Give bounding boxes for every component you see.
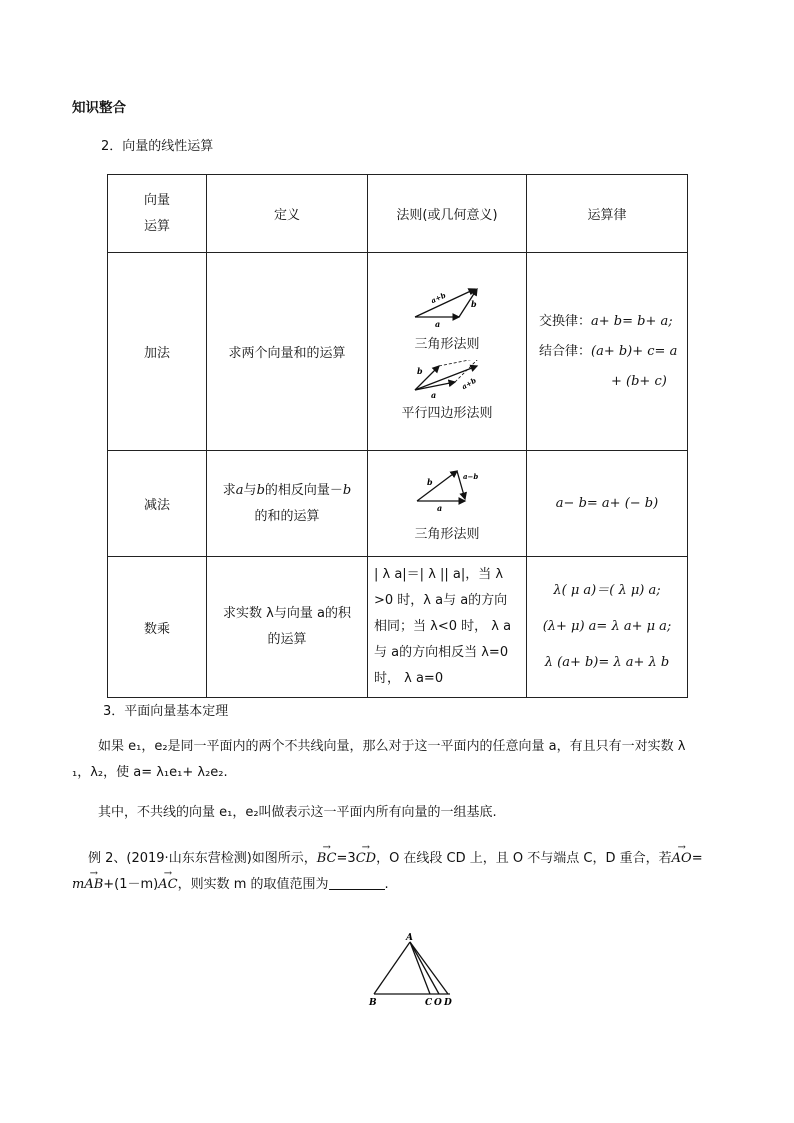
label-A: A — [406, 933, 413, 943]
page-heading: 知识整合 — [72, 100, 126, 116]
label-b: b — [427, 477, 433, 487]
table-header-row — [108, 175, 688, 253]
triangle-rule-figure — [407, 283, 487, 331]
example-eq: = — [691, 851, 703, 866]
sub-def-text: 的相反向量－ — [264, 482, 343, 498]
header-operation — [108, 175, 207, 253]
scalar-rule-line: 时， λ a=0 — [374, 671, 444, 686]
vector-b-arrow — [417, 471, 457, 501]
vector-BC: → BC — [317, 846, 337, 872]
sub-def-text: 求 — [222, 482, 236, 498]
theorem-line2: ₁，λ₂，使 a= λ₁e₁+ λ₂e₂. — [72, 765, 228, 780]
header-definition: 定义 — [207, 175, 368, 253]
sub-def-var-b: b — [256, 482, 265, 498]
scalar-law-line: λ (a+ b)= λ a+ λ b — [544, 655, 670, 670]
example-line2 — [72, 872, 738, 898]
vector-AO: → AO — [672, 846, 692, 872]
example-m: m — [72, 877, 85, 892]
addition-name: 加法 — [108, 253, 207, 451]
label-a: a — [435, 318, 441, 329]
scalar-def-line2: 的运算 — [267, 632, 307, 647]
sub-def-var-a: a — [235, 482, 244, 498]
commutative-expr: a+ b= b+ a; — [591, 313, 673, 329]
scalar-rule-line: 相同；当 λ<0 时， λ a — [374, 619, 512, 634]
label-b: b — [417, 365, 423, 376]
scalar-definition — [207, 557, 368, 698]
label-a-plus-b: a+b — [460, 375, 478, 391]
scalar-def-line1: 求实数 λ与向量 a的积 — [223, 606, 351, 621]
example-end: . — [384, 877, 389, 892]
dashed-side — [439, 360, 479, 366]
theorem-line1: 如果 e₁，e₂是同一平面内的两个不共线向量，那么对于这一平面内的任意向量 a，有且只有一对实数 λ — [98, 739, 686, 754]
commutative-law — [539, 307, 687, 337]
vector-AB: → AB — [84, 872, 103, 898]
sub-def-line1 — [207, 478, 367, 504]
scalar-law — [527, 557, 688, 698]
scalar-law-line: λ( μ a)＝( λ μ) a; — [553, 583, 661, 598]
scalar-name: 数乘 — [108, 557, 207, 698]
parallelogram-rule-figure — [407, 360, 487, 400]
table-row-scalar — [108, 557, 688, 698]
subtraction-name: 减法 — [108, 451, 207, 557]
label-a: a — [431, 389, 437, 400]
header-law: 运算律 — [527, 175, 688, 253]
scalar-rule — [368, 557, 527, 698]
subtraction-rule-caption: 三角形法则 — [414, 527, 480, 542]
scalar-rule-line: 与 a的方向相反当 λ=0 — [374, 645, 509, 660]
associative-law — [539, 337, 687, 367]
example-eq: =3 — [336, 851, 356, 866]
label-D: D — [444, 998, 452, 1008]
answer-blank — [329, 877, 385, 890]
triangle-figure — [362, 930, 462, 1010]
subtraction-triangle-figure — [407, 465, 487, 513]
theorem-paragraph — [72, 734, 712, 786]
example-prefix: 例 2、(2019·山东东营检测)如图所示， — [88, 851, 317, 866]
associative-expr-1: (a+ b)+ c= a — [591, 343, 678, 359]
parallelogram-rule-caption: 平行四边形法则 — [401, 405, 493, 421]
associative-label: 结合律： — [539, 343, 592, 359]
subtraction-rule — [368, 451, 527, 557]
scalar-rule-line: | λ a|＝| λ || a|，当 λ — [374, 567, 504, 582]
header-op-line2: 运算 — [143, 218, 170, 234]
subtraction-definition — [207, 451, 368, 557]
basis-paragraph: 其中，不共线的向量 e₁，e₂叫做表示这一平面内所有向量的一组基底. — [98, 805, 497, 820]
example-mid: ，O 在线段 CD 上，且 O 不与端点 C，D 重合，若 — [376, 851, 672, 866]
addition-definition: 求两个向量和的运算 — [207, 253, 368, 451]
addition-rule — [368, 253, 527, 451]
label-b: b — [471, 298, 477, 309]
example-line2-mid: +(1－m) — [103, 877, 159, 892]
sub-def-var-b: b — [342, 482, 352, 498]
sub-def-text: 与 — [243, 482, 257, 498]
label-O: O — [434, 998, 442, 1008]
header-op-line1: 向量 — [143, 192, 170, 208]
segment-AB — [374, 942, 410, 994]
example-2 — [72, 846, 738, 898]
vector-AC: → AC — [158, 872, 177, 898]
subtraction-law: a− b= a+ (− b) — [527, 451, 688, 557]
section-2-title: 2．向量的线性运算 — [101, 139, 214, 154]
vector-sum-arrow — [415, 289, 475, 317]
associative-expr-2: + (b+ c) — [611, 373, 667, 389]
label-a-minus-b: a−b — [463, 472, 479, 481]
header-rule: 法则(或几何意义) — [368, 175, 527, 253]
example-line1 — [88, 846, 738, 872]
table-row-addition — [108, 253, 688, 451]
scalar-rule-line: >0 时，λ a与 a的方向 — [374, 593, 508, 608]
section-3-title: 3．平面向量基本定理 — [103, 704, 229, 719]
segment-AO — [410, 942, 439, 994]
vector-CD: → CD — [356, 846, 376, 872]
scalar-law-line: (λ+ μ) a= λ a+ μ a; — [542, 619, 672, 634]
commutative-label: 交换律： — [539, 313, 592, 329]
label-B: B — [369, 998, 377, 1008]
addition-law — [527, 253, 688, 451]
sub-def-line2: 的和的运算 — [254, 508, 320, 524]
associative-law-cont — [539, 367, 687, 397]
segment-AC — [410, 942, 430, 994]
segment-AD — [410, 942, 448, 994]
table-row-subtraction — [108, 451, 688, 557]
triangle-rule-caption: 三角形法则 — [414, 336, 480, 352]
label-C: C — [425, 998, 433, 1008]
example-line2-end: ，则实数 m 的取值范围为 — [177, 877, 329, 892]
label-a-plus-b: a+b — [429, 290, 448, 305]
vector-operations-table — [107, 174, 688, 698]
label-a: a — [437, 503, 443, 513]
